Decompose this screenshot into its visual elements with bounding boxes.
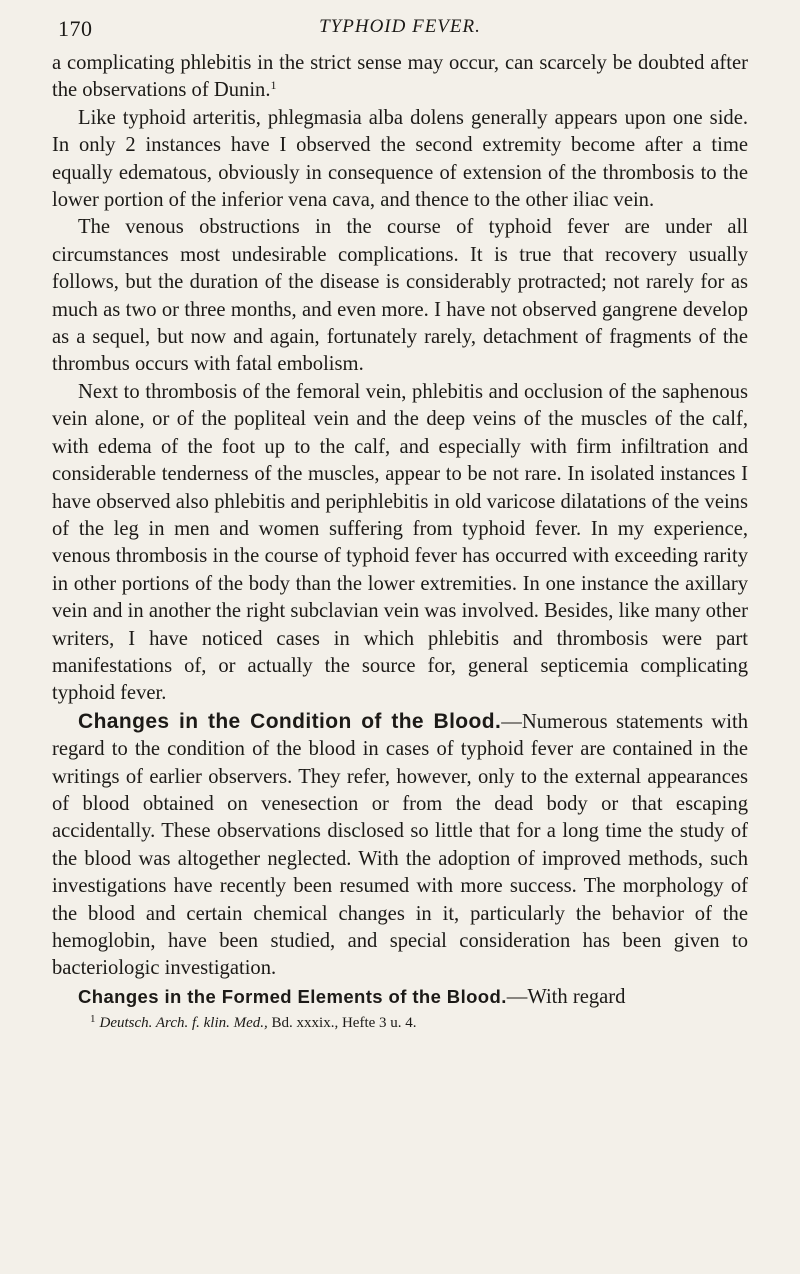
paragraph-3: The venous obstructions in the course of typhoid fever are under all circumstances most undesirable complications. It is true that recovery usually follows, but the duration of the disease is considerably protracted; not rarely for as much as two or three months, and even more. I have not observed gangrene develop as a sequel, but now and again, fortunately rarely, detachment of fragments of the thrombus occurs with fatal embolism. [52,216,748,376]
paragraph-5-text: —Numerous statements with regard to the condition of the blood in cases of typhoid fever are contained in the writings of earlier observers. They refer, however, only to the external appearances of blood obtained on venesection or from the dead body or that escaping accidentally. These observations disclosed so little that for a long time the study of the blood was altogether neglected. With the adoption of improved methods, such investigations have recently been resumed with more success. The morphology of the blood and certain chemical changes in it, particularly the behavior of the hemoglobin, have been studied, and special consideration has been given to bacteriologic investigation. [52,710,748,980]
paragraph-6-text: —With regard [506,985,626,1008]
section-heading-formed-elements: Changes in the Formed Elements of the Blood. [78,985,507,1007]
paragraph-6 [52,983,748,1011]
footnote-source: Deutsch. Arch. f. klin. Med., [99,1015,268,1032]
footnote-detail: Bd. xxxix., Hefte 3 u. 4. [271,1015,417,1032]
paragraph-4: Next to thrombosis of the femoral vein, phlebitis and occlusion of the saphenous vein alone, or of the popliteal vein and the deep veins of the muscles of the calf, with edema of the foot up to the calf, and especially with firm infiltration and considerable tenderness of the muscles, appear to be not rare. In isolated instances I have observed also phlebitis and periphlebitis in old varicose dilatations of the veins of the leg in men and women suffering from typhoid fever. In my experience, venous thrombosis in the course of typhoid fever has occurred with exceeding rarity in other portions of the body than the lower extremities. In one instance the axillary vein and in another the right subclavian vein was involved. Besides, like many other writers, I have noticed cases in which phlebitis and thrombosis were part manifestations of, or actually the source for, general septicemia complicating typhoid fever. [52,380,748,705]
page-header [52,16,748,50]
page-body [52,50,748,1011]
paragraph-5 [52,708,748,983]
paragraph-1 [52,50,748,105]
footnote [52,1013,748,1033]
footnote-reference: 1 [270,78,277,93]
footnote-mark: 1 [90,1013,96,1026]
page-number: 170 [58,16,93,41]
paragraph-1-text: a complicating phlebitis in the strict sense may occur, can scarcely be doubted after the observations of Dunin. [52,52,748,102]
running-title: TYPHOID FEVER. [319,16,481,37]
section-heading-blood-condition: Changes in the Condition of the Blood. [78,709,502,733]
paragraph-2: Like typhoid arteritis, phlegmasia alba dolens generally appears upon one side. In only 2 instances have I observed the second extremity become after a time equally edematous, obviously in consequence of extension of the thrombosis to the lower portion of the inferior vena cava, and thence to the other iliac vein. [52,106,748,212]
